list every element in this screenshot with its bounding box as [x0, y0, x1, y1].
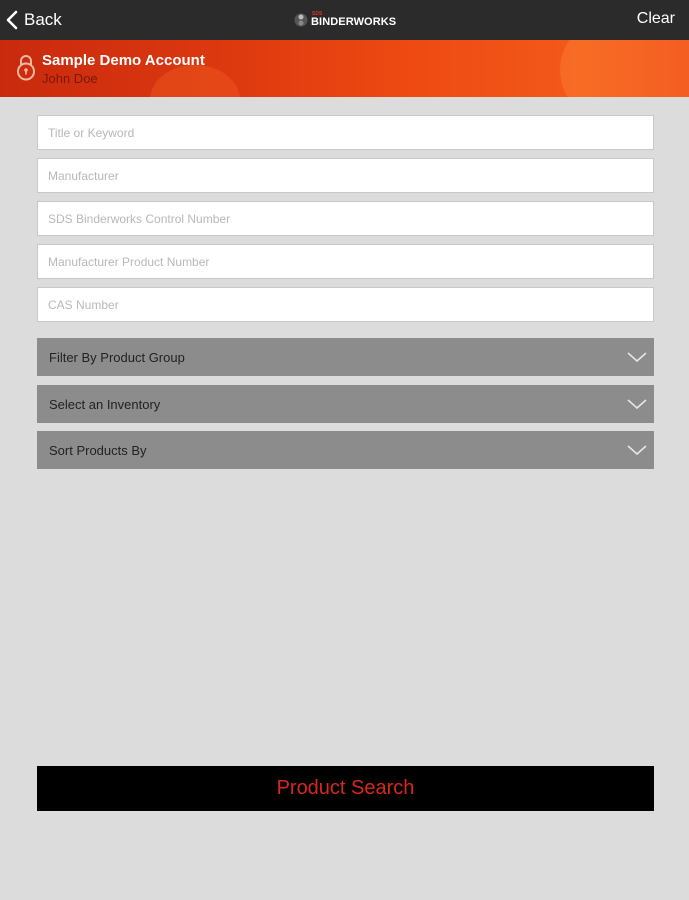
title-keyword-input[interactable] [37, 115, 654, 150]
product-search-button[interactable]: Product Search [37, 766, 654, 811]
chevron-down-icon [624, 349, 650, 365]
back-button[interactable] [6, 9, 62, 31]
sort-products-dropdown[interactable] [37, 431, 654, 469]
chevron-down-icon [624, 442, 650, 458]
product-number-input[interactable] [37, 244, 654, 279]
top-navigation-bar [0, 0, 689, 40]
account-user: John Doe [42, 71, 98, 86]
sort-products-label: Sort Products By [49, 442, 147, 458]
logo-sds-text: SDS [312, 11, 323, 17]
cas-number-input[interactable] [37, 287, 654, 322]
banner-glow [560, 40, 689, 97]
account-banner [0, 40, 689, 97]
inventory-dropdown[interactable] [37, 385, 654, 423]
chevron-down-icon [624, 396, 650, 412]
lock-icon [16, 54, 36, 81]
manufacturer-input[interactable] [37, 158, 654, 193]
binderworks-logo-icon [294, 10, 308, 30]
back-label: Back [24, 10, 62, 29]
chevron-left-icon [6, 10, 18, 30]
clear-button[interactable]: Clear [636, 10, 675, 27]
app-logo [294, 9, 396, 31]
control-number-input[interactable] [37, 201, 654, 236]
account-name: Sample Demo Account [42, 52, 205, 69]
inventory-label: Select an Inventory [49, 396, 161, 412]
product-group-dropdown[interactable] [37, 338, 654, 376]
banner-glow [150, 65, 240, 97]
logo-wordmark: BINDERWORKS [311, 16, 397, 28]
product-group-label: Filter By Product Group [49, 349, 185, 365]
